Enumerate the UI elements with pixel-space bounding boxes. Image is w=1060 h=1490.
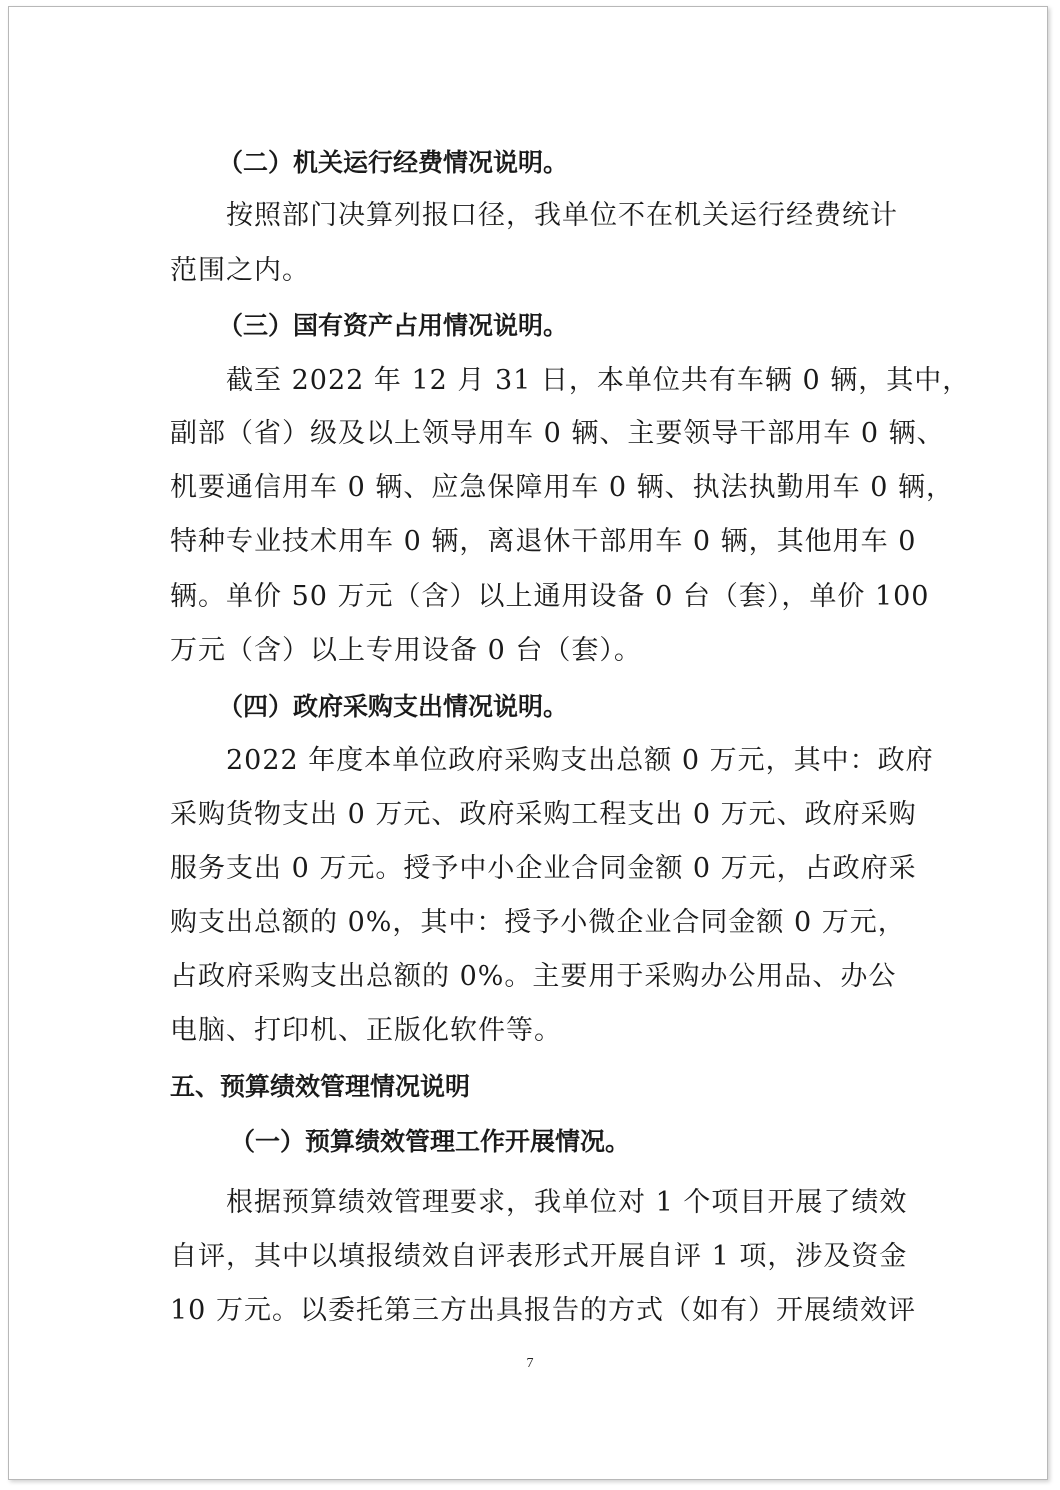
section-heading-2: （二）机关运行经费情况说明。 (218, 148, 569, 177)
section-heading-4: （四）政府采购支出情况说明。 (218, 692, 569, 721)
paragraph-line: 副部（省）级及以上领导用车 0 辆、主要领导干部用车 0 辆、 (170, 418, 945, 449)
page-number: 7 (526, 1356, 534, 1371)
chapter-heading-5: 五、预算绩效管理情况说明 (170, 1072, 471, 1101)
paragraph-line: 万元（含）以上专用设备 0 台（套）。 (170, 635, 642, 666)
paragraph-line: 自评，其中以填报绩效自评表形式开展自评 1 项，涉及资金 (170, 1241, 908, 1272)
paragraph-line: 截至 2022 年 12 月 31 日，本单位共有车辆 0 辆，其中， (226, 365, 971, 396)
paragraph-line: 采购货物支出 0 万元、政府采购工程支出 0 万元、政府采购 (170, 799, 917, 830)
paragraph-line: 机要通信用车 0 辆、应急保障用车 0 辆、执法执勤用车 0 辆， (170, 472, 955, 503)
paragraph-line: 服务支出 0 万元。授予中小企业合同金额 0 万元，占政府采 (170, 853, 917, 884)
paragraph-line: 特种专业技术用车 0 辆，离退休干部用车 0 辆，其他用车 0 (170, 526, 917, 557)
paragraph-line: 辆。单价 50 万元（含）以上通用设备 0 台（套），单价 100 (170, 581, 930, 612)
paragraph-line: 范围之内。 (170, 255, 310, 286)
section-heading-3: （三）国有资产占用情况说明。 (218, 311, 569, 340)
section-heading-5-1: （一）预算绩效管理工作开展情况。 (230, 1127, 631, 1156)
paragraph-line: 2022 年度本单位政府采购支出总额 0 万元，其中：政府 (226, 745, 934, 776)
paragraph-line: 购支出总额的 0%，其中：授予小微企业合同金额 0 万元， (170, 907, 906, 938)
paragraph-line: 按照部门决算列报口径，我单位不在机关运行经费统计 (226, 200, 898, 231)
paragraph-line: 占政府采购支出总额的 0%。主要用于采购办公用品、办公 (170, 961, 897, 992)
paragraph-line: 10 万元。以委托第三方出具报告的方式（如有）开展绩效评 (170, 1295, 916, 1326)
paragraph-line: 根据预算绩效管理要求，我单位对 1 个项目开展了绩效 (226, 1187, 908, 1218)
paragraph-line: 电脑、打印机、正版化软件等。 (170, 1015, 562, 1046)
